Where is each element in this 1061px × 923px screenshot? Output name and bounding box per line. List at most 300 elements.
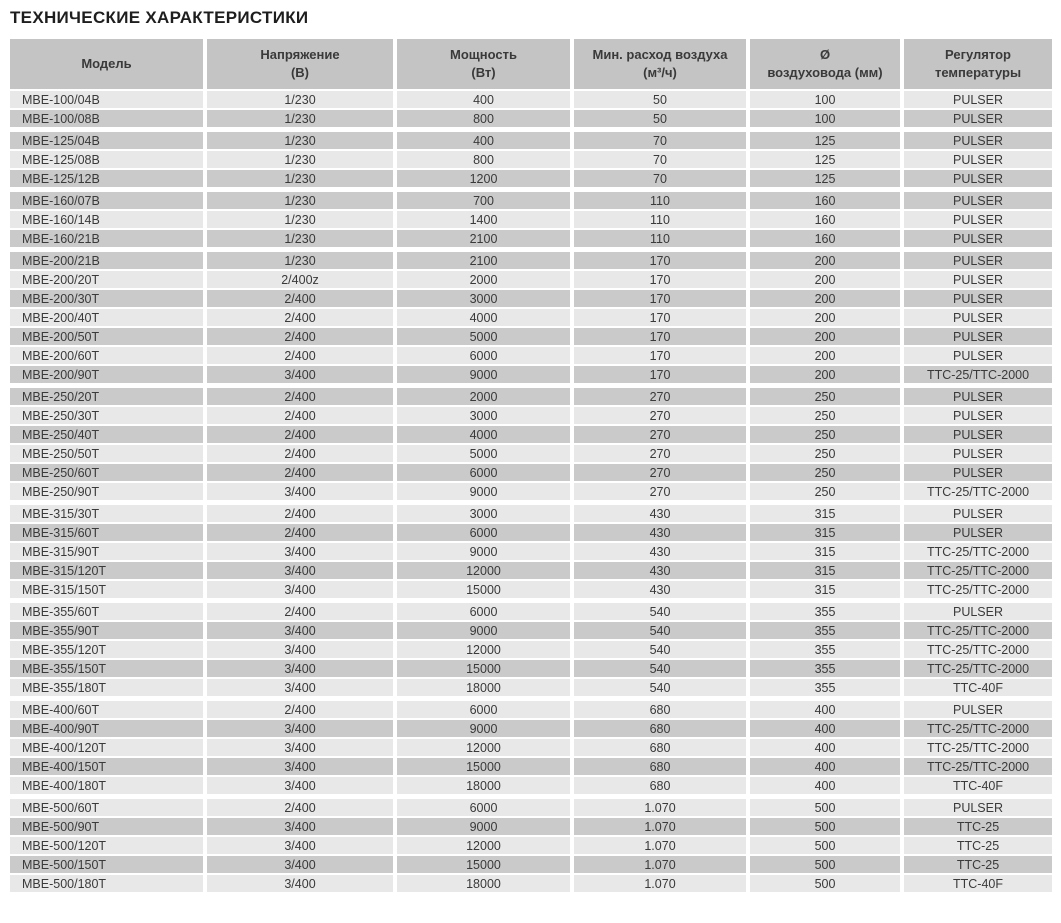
cell-airflow: 430 <box>574 524 746 541</box>
cell-duct: 100 <box>750 91 900 108</box>
cell-airflow: 70 <box>574 132 746 149</box>
table-row <box>10 388 1052 405</box>
cell-duct: 400 <box>750 777 900 794</box>
cell-regulator: PULSER <box>904 464 1052 481</box>
cell-model: MBE-315/60T <box>10 524 203 541</box>
cell-model: MBE-160/14B <box>10 211 203 228</box>
cell-model: MBE-355/150T <box>10 660 203 677</box>
cell-duct: 100 <box>750 110 900 127</box>
cell-voltage: 3/400 <box>207 622 393 639</box>
cell-airflow: 170 <box>574 328 746 345</box>
cell-regulator: TTC-25/TTC-2000 <box>904 562 1052 579</box>
column-header-label: Мощность <box>450 47 517 63</box>
cell-power: 15000 <box>397 581 570 598</box>
cell-power: 9000 <box>397 483 570 500</box>
cell-airflow: 170 <box>574 347 746 364</box>
cell-voltage: 3/400 <box>207 875 393 892</box>
table-row <box>10 758 1052 775</box>
cell-power: 15000 <box>397 758 570 775</box>
cell-voltage: 2/400 <box>207 290 393 307</box>
column-header-label: Напряжение <box>260 47 340 63</box>
table-row <box>10 603 1052 620</box>
cell-duct: 400 <box>750 739 900 756</box>
column-header-label: Мин. расход воздуха <box>592 47 728 63</box>
cell-model: MBE-400/90T <box>10 720 203 737</box>
cell-voltage: 3/400 <box>207 818 393 835</box>
cell-model: MBE-125/08B <box>10 151 203 168</box>
cell-power: 5000 <box>397 328 570 345</box>
cell-voltage: 1/230 <box>207 211 393 228</box>
column-header-label: Модель <box>81 56 132 72</box>
cell-model: MBE-200/90T <box>10 366 203 383</box>
cell-model: MBE-200/20T <box>10 271 203 288</box>
table-row <box>10 875 1052 892</box>
column-header-regulator <box>904 39 1052 89</box>
cell-airflow: 270 <box>574 445 746 462</box>
table-row <box>10 91 1052 108</box>
table-row <box>10 524 1052 541</box>
cell-airflow: 1.070 <box>574 875 746 892</box>
cell-voltage: 3/400 <box>207 679 393 696</box>
cell-power: 4000 <box>397 426 570 443</box>
cell-duct: 355 <box>750 603 900 620</box>
cell-model: MBE-500/120T <box>10 837 203 854</box>
cell-power: 6000 <box>397 603 570 620</box>
cell-airflow: 680 <box>574 739 746 756</box>
cell-voltage: 1/230 <box>207 91 393 108</box>
cell-model: MBE-315/90T <box>10 543 203 560</box>
cell-duct: 500 <box>750 818 900 835</box>
cell-voltage: 2/400 <box>207 701 393 718</box>
cell-voltage: 1/230 <box>207 110 393 127</box>
cell-duct: 315 <box>750 505 900 522</box>
cell-airflow: 1.070 <box>574 799 746 816</box>
cell-model: MBE-315/120T <box>10 562 203 579</box>
cell-airflow: 540 <box>574 622 746 639</box>
cell-duct: 200 <box>750 290 900 307</box>
table-row <box>10 366 1052 383</box>
model-group <box>10 252 1052 383</box>
cell-duct: 125 <box>750 132 900 149</box>
cell-voltage: 2/400 <box>207 603 393 620</box>
cell-regulator: TTC-25/TTC-2000 <box>904 641 1052 658</box>
cell-airflow: 110 <box>574 230 746 247</box>
cell-power: 6000 <box>397 701 570 718</box>
cell-power: 1200 <box>397 170 570 187</box>
model-group <box>10 91 1052 127</box>
cell-duct: 250 <box>750 407 900 424</box>
cell-regulator: PULSER <box>904 388 1052 405</box>
cell-voltage: 2/400 <box>207 328 393 345</box>
cell-regulator: TTC-25 <box>904 837 1052 854</box>
table-row <box>10 543 1052 560</box>
cell-airflow: 430 <box>574 562 746 579</box>
cell-voltage: 3/400 <box>207 366 393 383</box>
table-row <box>10 290 1052 307</box>
table-row <box>10 407 1052 424</box>
table-row <box>10 818 1052 835</box>
cell-airflow: 70 <box>574 151 746 168</box>
cell-voltage: 2/400z <box>207 271 393 288</box>
cell-power: 4000 <box>397 309 570 326</box>
cell-voltage: 3/400 <box>207 777 393 794</box>
cell-voltage: 2/400 <box>207 388 393 405</box>
cell-model: MBE-500/90T <box>10 818 203 835</box>
table-row <box>10 505 1052 522</box>
cell-model: MBE-160/21B <box>10 230 203 247</box>
cell-model: MBE-200/50T <box>10 328 203 345</box>
cell-model: MBE-125/12B <box>10 170 203 187</box>
model-group <box>10 388 1052 500</box>
cell-voltage: 3/400 <box>207 758 393 775</box>
cell-regulator: TTC-25/TTC-2000 <box>904 739 1052 756</box>
cell-model: MBE-355/120T <box>10 641 203 658</box>
column-header-duct-diameter <box>750 39 900 89</box>
table-row <box>10 445 1052 462</box>
cell-power: 6000 <box>397 799 570 816</box>
cell-regulator: PULSER <box>904 110 1052 127</box>
cell-model: MBE-400/150T <box>10 758 203 775</box>
cell-model: MBE-160/07B <box>10 192 203 209</box>
cell-airflow: 50 <box>574 110 746 127</box>
table-row <box>10 837 1052 854</box>
table-row <box>10 720 1052 737</box>
cell-model: MBE-100/08B <box>10 110 203 127</box>
cell-regulator: PULSER <box>904 347 1052 364</box>
cell-regulator: TTC-40F <box>904 679 1052 696</box>
cell-power: 3000 <box>397 407 570 424</box>
table-row <box>10 252 1052 269</box>
cell-duct: 200 <box>750 309 900 326</box>
table-row <box>10 856 1052 873</box>
cell-voltage: 1/230 <box>207 230 393 247</box>
table-row <box>10 426 1052 443</box>
cell-voltage: 1/230 <box>207 151 393 168</box>
table-row <box>10 271 1052 288</box>
cell-power: 2000 <box>397 271 570 288</box>
cell-power: 9000 <box>397 543 570 560</box>
cell-duct: 355 <box>750 641 900 658</box>
model-group <box>10 505 1052 598</box>
cell-airflow: 270 <box>574 483 746 500</box>
cell-duct: 200 <box>750 271 900 288</box>
cell-duct: 250 <box>750 464 900 481</box>
table-body <box>10 91 1052 892</box>
cell-duct: 400 <box>750 701 900 718</box>
cell-power: 700 <box>397 192 570 209</box>
cell-power: 18000 <box>397 875 570 892</box>
cell-model: MBE-500/180T <box>10 875 203 892</box>
cell-regulator: PULSER <box>904 426 1052 443</box>
cell-regulator: PULSER <box>904 701 1052 718</box>
cell-regulator: PULSER <box>904 132 1052 149</box>
column-header-sub: (В) <box>290 65 310 80</box>
cell-duct: 400 <box>750 720 900 737</box>
cell-regulator: PULSER <box>904 505 1052 522</box>
cell-duct: 200 <box>750 347 900 364</box>
cell-regulator: TTC-25/TTC-2000 <box>904 581 1052 598</box>
table-row <box>10 562 1052 579</box>
cell-regulator: PULSER <box>904 524 1052 541</box>
cell-duct: 315 <box>750 543 900 560</box>
cell-model: MBE-355/60T <box>10 603 203 620</box>
cell-airflow: 430 <box>574 581 746 598</box>
cell-regulator: TTC-25/TTC-2000 <box>904 720 1052 737</box>
cell-power: 15000 <box>397 856 570 873</box>
cell-duct: 200 <box>750 366 900 383</box>
cell-regulator: PULSER <box>904 271 1052 288</box>
cell-regulator: TTC-25/TTC-2000 <box>904 483 1052 500</box>
cell-model: MBE-200/40T <box>10 309 203 326</box>
cell-voltage: 2/400 <box>207 407 393 424</box>
table-header-row <box>10 39 1052 89</box>
cell-regulator: PULSER <box>904 407 1052 424</box>
cell-model: MBE-100/04B <box>10 91 203 108</box>
model-group <box>10 701 1052 794</box>
cell-voltage: 2/400 <box>207 309 393 326</box>
column-header-power <box>397 39 570 89</box>
cell-airflow: 270 <box>574 426 746 443</box>
table-row <box>10 192 1052 209</box>
cell-voltage: 3/400 <box>207 483 393 500</box>
table-row <box>10 679 1052 696</box>
cell-power: 5000 <box>397 445 570 462</box>
cell-airflow: 540 <box>574 679 746 696</box>
column-header-model <box>10 39 203 89</box>
model-group <box>10 192 1052 247</box>
cell-voltage: 3/400 <box>207 720 393 737</box>
cell-regulator: TTC-25/TTC-2000 <box>904 660 1052 677</box>
column-header-airflow <box>574 39 746 89</box>
cell-power: 3000 <box>397 290 570 307</box>
cell-voltage: 1/230 <box>207 132 393 149</box>
cell-model: MBE-400/180T <box>10 777 203 794</box>
cell-power: 12000 <box>397 641 570 658</box>
cell-duct: 250 <box>750 426 900 443</box>
table-row <box>10 211 1052 228</box>
cell-duct: 400 <box>750 758 900 775</box>
cell-regulator: TTC-25/TTC-2000 <box>904 758 1052 775</box>
cell-power: 1400 <box>397 211 570 228</box>
cell-power: 800 <box>397 110 570 127</box>
cell-model: MBE-250/20T <box>10 388 203 405</box>
cell-model: MBE-250/50T <box>10 445 203 462</box>
table-row <box>10 110 1052 127</box>
table-row <box>10 701 1052 718</box>
cell-model: MBE-250/90T <box>10 483 203 500</box>
cell-airflow: 540 <box>574 603 746 620</box>
cell-airflow: 50 <box>574 91 746 108</box>
cell-duct: 500 <box>750 875 900 892</box>
cell-airflow: 170 <box>574 252 746 269</box>
cell-voltage: 3/400 <box>207 739 393 756</box>
cell-voltage: 2/400 <box>207 426 393 443</box>
cell-regulator: PULSER <box>904 328 1052 345</box>
table-row <box>10 328 1052 345</box>
cell-model: MBE-500/150T <box>10 856 203 873</box>
cell-voltage: 3/400 <box>207 856 393 873</box>
cell-airflow: 680 <box>574 720 746 737</box>
cell-power: 6000 <box>397 524 570 541</box>
cell-model: MBE-250/40T <box>10 426 203 443</box>
cell-duct: 500 <box>750 837 900 854</box>
cell-power: 12000 <box>397 837 570 854</box>
cell-model: MBE-200/60T <box>10 347 203 364</box>
table-row <box>10 309 1052 326</box>
cell-duct: 200 <box>750 328 900 345</box>
column-header-sub: (Вт) <box>471 65 496 80</box>
cell-model: MBE-125/04B <box>10 132 203 149</box>
cell-regulator: PULSER <box>904 192 1052 209</box>
cell-airflow: 70 <box>574 170 746 187</box>
cell-duct: 125 <box>750 151 900 168</box>
cell-model: MBE-400/120T <box>10 739 203 756</box>
cell-regulator: TTC-40F <box>904 777 1052 794</box>
cell-power: 400 <box>397 132 570 149</box>
cell-regulator: PULSER <box>904 603 1052 620</box>
cell-power: 18000 <box>397 679 570 696</box>
cell-duct: 315 <box>750 562 900 579</box>
cell-voltage: 2/400 <box>207 445 393 462</box>
cell-duct: 355 <box>750 679 900 696</box>
table-row <box>10 483 1052 500</box>
cell-power: 12000 <box>397 562 570 579</box>
cell-airflow: 270 <box>574 464 746 481</box>
cell-airflow: 1.070 <box>574 837 746 854</box>
cell-duct: 160 <box>750 192 900 209</box>
column-header-label: Регулятор <box>945 47 1011 63</box>
cell-airflow: 680 <box>574 777 746 794</box>
cell-regulator: TTC-25 <box>904 856 1052 873</box>
cell-duct: 125 <box>750 170 900 187</box>
cell-airflow: 430 <box>574 543 746 560</box>
cell-regulator: PULSER <box>904 151 1052 168</box>
cell-airflow: 170 <box>574 366 746 383</box>
cell-regulator: PULSER <box>904 309 1052 326</box>
cell-voltage: 1/230 <box>207 170 393 187</box>
page-title: ТЕХНИЧЕСКИЕ ХАРАКТЕРИСТИКИ <box>10 8 309 27</box>
cell-model: MBE-250/30T <box>10 407 203 424</box>
cell-model: MBE-200/21B <box>10 252 203 269</box>
cell-airflow: 1.070 <box>574 856 746 873</box>
cell-airflow: 270 <box>574 407 746 424</box>
cell-airflow: 170 <box>574 271 746 288</box>
cell-duct: 315 <box>750 524 900 541</box>
cell-model: MBE-315/30T <box>10 505 203 522</box>
cell-model: MBE-500/60T <box>10 799 203 816</box>
column-header-sub: (м³/ч) <box>643 65 677 80</box>
cell-model: MBE-355/180T <box>10 679 203 696</box>
cell-voltage: 3/400 <box>207 581 393 598</box>
table-row <box>10 170 1052 187</box>
cell-voltage: 1/230 <box>207 192 393 209</box>
cell-regulator: PULSER <box>904 170 1052 187</box>
table-row <box>10 581 1052 598</box>
table-row <box>10 660 1052 677</box>
cell-duct: 500 <box>750 799 900 816</box>
cell-regulator: TTC-25 <box>904 818 1052 835</box>
cell-duct: 355 <box>750 622 900 639</box>
cell-regulator: TTC-25/TTC-2000 <box>904 543 1052 560</box>
cell-power: 3000 <box>397 505 570 522</box>
cell-regulator: TTC-25/TTC-2000 <box>904 366 1052 383</box>
cell-airflow: 110 <box>574 192 746 209</box>
cell-power: 2100 <box>397 252 570 269</box>
cell-voltage: 2/400 <box>207 464 393 481</box>
cell-airflow: 540 <box>574 641 746 658</box>
model-group <box>10 132 1052 187</box>
table-row <box>10 777 1052 794</box>
cell-model: MBE-355/90T <box>10 622 203 639</box>
cell-regulator: PULSER <box>904 230 1052 247</box>
column-header-sub: температуры <box>934 65 1022 80</box>
cell-voltage: 2/400 <box>207 524 393 541</box>
cell-power: 2100 <box>397 230 570 247</box>
cell-power: 12000 <box>397 739 570 756</box>
cell-power: 9000 <box>397 720 570 737</box>
model-group <box>10 603 1052 696</box>
cell-power: 6000 <box>397 464 570 481</box>
cell-power: 2000 <box>397 388 570 405</box>
cell-regulator: PULSER <box>904 91 1052 108</box>
cell-duct: 250 <box>750 483 900 500</box>
cell-airflow: 110 <box>574 211 746 228</box>
cell-power: 6000 <box>397 347 570 364</box>
spec-table <box>10 39 1052 892</box>
cell-voltage: 3/400 <box>207 562 393 579</box>
cell-duct: 200 <box>750 252 900 269</box>
cell-voltage: 3/400 <box>207 543 393 560</box>
column-header-voltage <box>207 39 393 89</box>
column-header-label: Ø <box>819 47 831 63</box>
cell-duct: 250 <box>750 445 900 462</box>
column-header-sub: воздуховода (мм) <box>767 65 883 80</box>
cell-power: 15000 <box>397 660 570 677</box>
cell-power: 800 <box>397 151 570 168</box>
cell-airflow: 170 <box>574 309 746 326</box>
cell-regulator: PULSER <box>904 290 1052 307</box>
cell-airflow: 170 <box>574 290 746 307</box>
cell-power: 18000 <box>397 777 570 794</box>
cell-power: 9000 <box>397 818 570 835</box>
table-row <box>10 464 1052 481</box>
cell-regulator: TTC-25/TTC-2000 <box>904 622 1052 639</box>
cell-airflow: 270 <box>574 388 746 405</box>
cell-duct: 160 <box>750 230 900 247</box>
cell-duct: 160 <box>750 211 900 228</box>
cell-power: 400 <box>397 91 570 108</box>
table-row <box>10 230 1052 247</box>
cell-voltage: 1/230 <box>207 252 393 269</box>
table-row <box>10 132 1052 149</box>
cell-regulator: TTC-40F <box>904 875 1052 892</box>
cell-airflow: 430 <box>574 505 746 522</box>
cell-duct: 500 <box>750 856 900 873</box>
cell-voltage: 3/400 <box>207 837 393 854</box>
cell-voltage: 2/400 <box>207 799 393 816</box>
cell-model: MBE-200/30T <box>10 290 203 307</box>
cell-power: 9000 <box>397 366 570 383</box>
cell-voltage: 2/400 <box>207 505 393 522</box>
table-row <box>10 347 1052 364</box>
cell-model: MBE-400/60T <box>10 701 203 718</box>
cell-airflow: 540 <box>574 660 746 677</box>
cell-model: MBE-315/150T <box>10 581 203 598</box>
cell-regulator: PULSER <box>904 445 1052 462</box>
cell-regulator: PULSER <box>904 211 1052 228</box>
cell-duct: 355 <box>750 660 900 677</box>
cell-voltage: 2/400 <box>207 347 393 364</box>
